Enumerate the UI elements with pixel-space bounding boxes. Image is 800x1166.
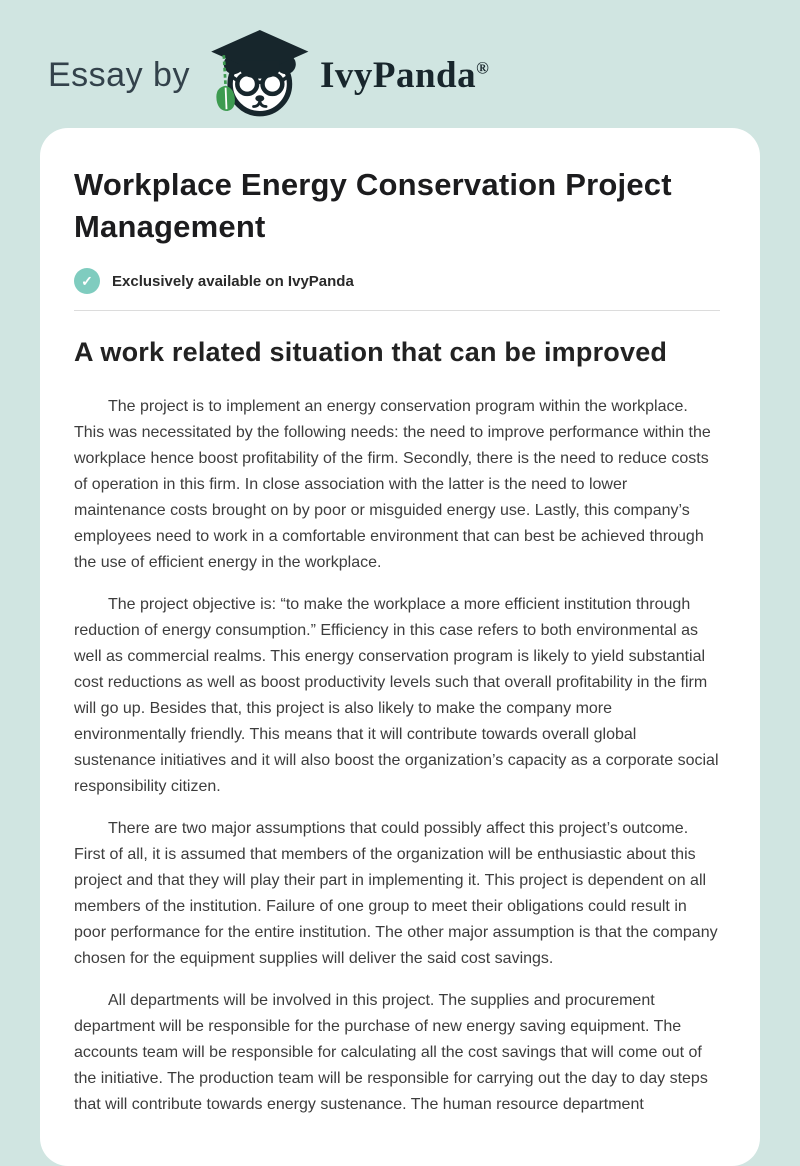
essay-paragraph: The project objective is: “to make the workplace a more efficient institution through reduction of energy consumption.” Efficiency in this case refers to both environmental as well as commercial realms. This energy conservation program is likely to yield substantial cost reductions as well as boost productivity levels such that overall profitability in the firm will go up. Besides that, this project is also likely to make the company more environmentally friendly. This means that it will contribute towards overall global sustenance initiatives and it will also boost the organization’s capacity as a corporate social responsibility citizen. xyxy=(74,596,719,795)
essay-paragraph: All departments will be involved in this project. The supplies and procurement department will be responsible for the purchase of new energy saving equipment. The accounts team will be responsible for calculating all the cost savings that will come out of the initiative. The production team will be responsible for carrying out the day to day steps that will contribute towards energy sustenance. The human resource department xyxy=(74,992,708,1113)
header-prefix-text: Essay by xyxy=(48,55,190,94)
essay-paragraph: The project is to implement an energy conservation program within the workplace. This was necessitated by the following needs: the need to improve performance within the workplace hence boost profitability of the firm. Secondly, there is the need to reduce costs of operation in this firm. In close association with the latter is the need to lower maintenance costs brought on by poor or misguided energy use. Lastly, this company’s employees need to work in a comfortable environment that can best be achieved through the use of efficient energy in the workplace. xyxy=(74,398,711,571)
essay-paragraph: There are two major assumptions that could possibly affect this project’s outcome. First of all, it is assumed that members of the organization will be enthusiastic about this project and that they will play their part in implementing it. This project is dependent on all members of the institution. Failure of one group to meet their obligations could result in poor performance for the entire institution. The other major assumption is that the company chosen for the equipment supplies will deliver the said cost savings. xyxy=(74,820,718,967)
registered-mark: ® xyxy=(476,58,490,78)
brand-logo[interactable] xyxy=(204,30,489,120)
essay-card xyxy=(40,128,760,1166)
site-header xyxy=(0,0,800,122)
brand-name-text: IvyPanda® xyxy=(319,54,490,96)
section-heading: A work related situation that can be improved xyxy=(74,337,668,367)
check-icon: ✓ xyxy=(74,268,100,294)
exclusive-badge-label: Exclusively available on IvyPanda xyxy=(112,272,354,290)
exclusive-badge xyxy=(74,268,720,294)
divider xyxy=(74,310,720,311)
essay-body xyxy=(74,394,720,1118)
ivypanda-panda-graduate-logo-icon xyxy=(204,30,312,120)
page-title: Workplace Energy Conservation Project Management xyxy=(74,167,672,244)
